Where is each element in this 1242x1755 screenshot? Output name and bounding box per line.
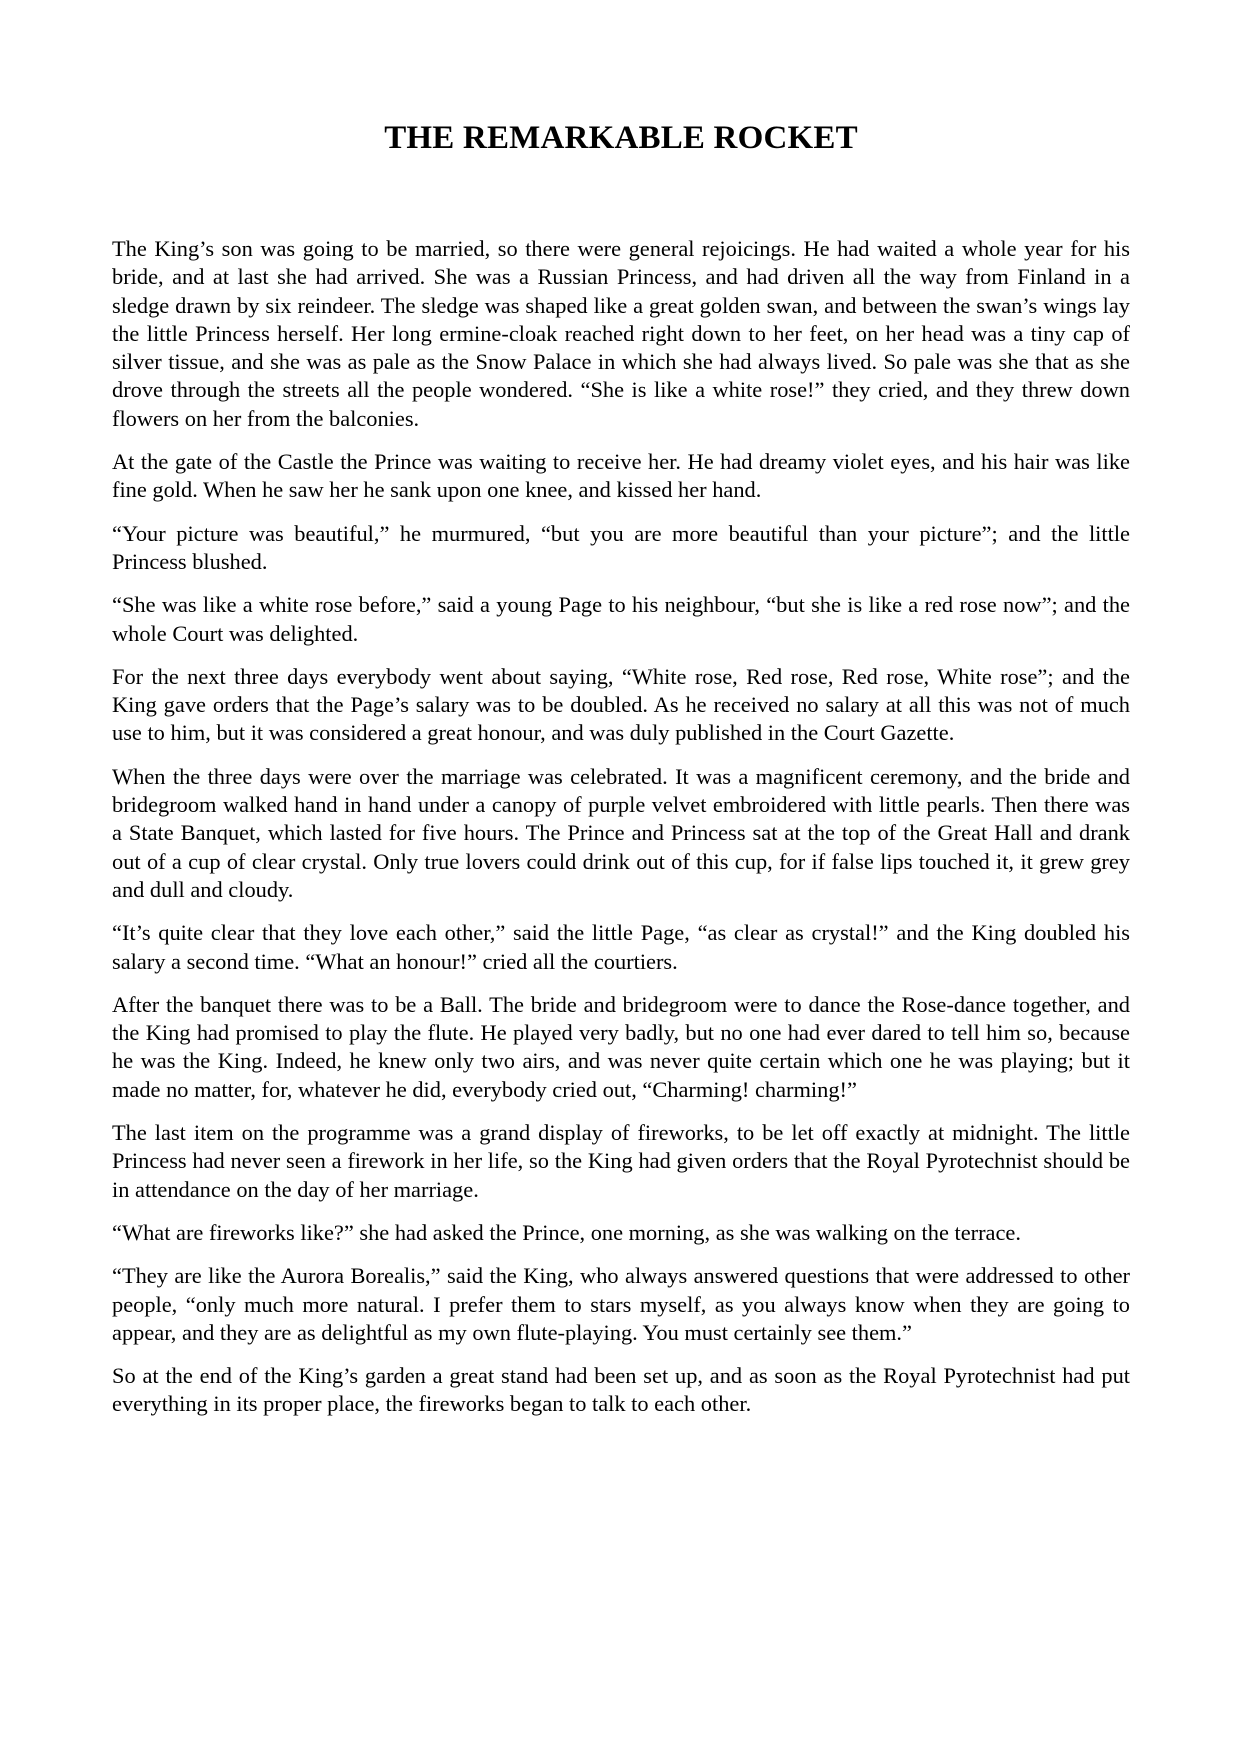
paragraph-7: “It’s quite clear that they love each other,” said the little Page, “as clear as crystal!” and the King doubled his salary a second time. “What an honour!” cried all the courtiers.: [112, 920, 1130, 974]
page-title: THE REMARKABLE ROCKET: [384, 120, 858, 156]
paragraph-6: When the three days were over the marriage was celebrated. It was a magnificent ceremony, and the bride and bridegroom walked hand in hand under a canopy of purple velvet embroidered with little pearls. Then there was a State Banquet, which lasted for five hours. The Prince and Princess sat at the top of the Great Hall and drank out of a cup of clear crystal. Only true lovers could drink out of this cup, for if false lips touched it, it grew grey and dull and cloudy.: [112, 763, 1130, 902]
story-body: [112, 235, 1130, 1419]
paragraph-11: “They are like the Aurora Borealis,” said the King, who always answered questions that were addressed to other people, “only much more natural. I prefer them to stars myself, as you always know when they are going to appear, and they are as delightful as my own flute-playing. You must certainly see them.”: [112, 1263, 1130, 1345]
paragraph-2: At the gate of the Castle the Prince was waiting to receive her. He had dreamy violet eyes, and his hair was like fine gold. When he saw her he sank upon one knee, and kissed her hand.: [112, 449, 1130, 503]
paragraph-5: For the next three days everybody went about saying, “White rose, Red rose, Red rose, White rose”; and the King gave orders that the Page’s salary was to be doubled. As he received no salary at all this was not of much use to him, but it was considered a great honour, and was duly published in the Court Gazette.: [112, 663, 1130, 746]
paragraph-12: So at the end of the King’s garden a great stand had been set up, and as soon as the Royal Pyrotechnist had put everything in its proper place, the fireworks began to talk to each other.: [112, 1363, 1130, 1417]
paragraph-9: The last item on the programme was a grand display of fireworks, to be let off exactly at midnight. The little Princess had never seen a firework in her life, so the King had given orders that the Royal Pyrotechnist should be in attendance on the day of her marriage.: [112, 1120, 1130, 1202]
paragraph-3: “Your picture was beautiful,” he murmured, “but you are more beautiful than your picture”; and the little Princess blushed.: [112, 520, 1130, 574]
paragraph-4: “She was like a white rose before,” said a young Page to his neighbour, “but she is like a red rose now”; and the whole Court was delighted.: [112, 592, 1130, 646]
paragraph-1: The King’s son was going to be married, so there were general rejoicings. He had waited a whole year for his bride, and at last she had arrived. She was a Russian Princess, and had driven all the way from Finland in a sledge drawn by six reindeer. The sledge was shaped like a great golden swan, and between the swan’s wings lay the little Princess herself. Her long ermine-cloak reached right down to her feet, on her head was a tiny cap of silver tissue, and she was as pale as the Snow Palace in which she had always lived. So pale was she that as she drove through the streets all the people wondered. “She is like a white rose!” they cried, and they threw down flowers on her from the balconies.: [112, 236, 1130, 431]
paragraph-10: “What are fireworks like?” she had asked the Prince, one morning, as she was walking on the terrace.: [112, 1219, 1021, 1245]
paragraph-8: After the banquet there was to be a Ball. The bride and bridegroom were to dance the Rose-dance together, and the King had promised to play the flute. He played very badly, but no one had ever dared to tell him so, because he was the King. Indeed, he knew only two airs, and was never quite certain which one he was playing; but it made no matter, for, whatever he did, everybody cried out, “Charming! charming!”: [112, 991, 1130, 1102]
